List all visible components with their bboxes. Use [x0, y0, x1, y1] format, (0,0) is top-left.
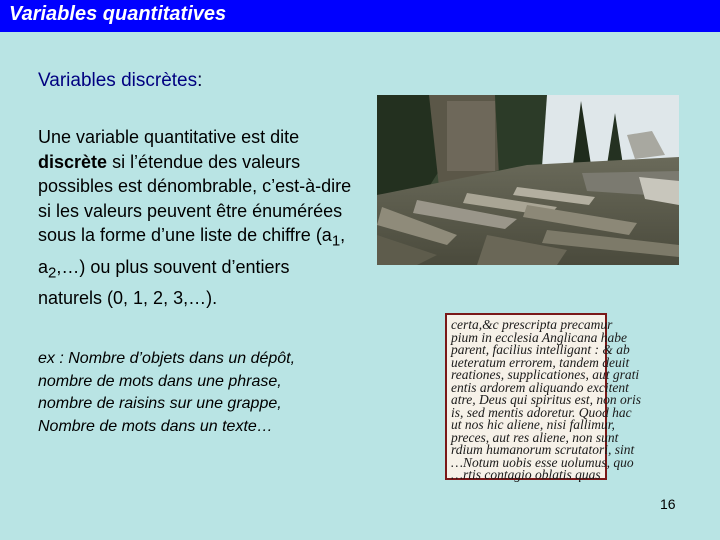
manuscript-scan	[445, 313, 642, 482]
scan-text-line: …rtis contagio oblatis quas	[451, 467, 601, 482]
scan-text-line: ut nos hic aliene, nisi fallimur,	[451, 417, 615, 432]
scan-text-line: rdium humanorum scrutatori, sint	[451, 442, 635, 457]
slide-title: Variables quantitatives	[9, 3, 227, 25]
subscript-2: 2	[48, 264, 57, 282]
scan-text-line: certa,&c prescripta precamur	[451, 317, 613, 332]
scan-text-line: parent, facilius intelligant : & ab	[451, 342, 630, 357]
subscript-1: 1	[331, 232, 341, 250]
ruins-photo	[377, 95, 679, 265]
scan-text-line: ueteratum errorem, tandem deuit	[451, 354, 630, 370]
definition-part-1: Une variable quantitative est dite	[38, 127, 300, 147]
ruins-photo-illustration	[377, 95, 679, 265]
scan-text-line: reationes, supplicationes, aut grati	[451, 367, 640, 382]
definition-part-2: si l’étendue des valeurs possibles est dénombrable, c’est-à-dire si les valeurs peuvent être énumérées sous la forme d’une liste de chiffre (a	[38, 151, 352, 246]
definition-bold-term: discrète	[38, 151, 108, 172]
scan-text-line: pium in ecclesia Anglicana habe	[451, 329, 627, 345]
example-block	[38, 348, 368, 438]
example-line: nombre de raisins sur une grappe,	[38, 395, 282, 412]
example-line: Nombre de mots dans un texte…	[38, 417, 273, 435]
scan-text-line: …Notum uobis esse uolumus, quo	[451, 454, 634, 470]
scan-text-line: entis ardorem aliquando excitent	[451, 379, 629, 395]
definition-paragraph	[38, 125, 358, 310]
section-heading-label: Variables discrètes	[38, 70, 198, 91]
section-heading-colon: :	[197, 70, 203, 91]
scan-text-line: preces, aut res aliene, non sunt	[451, 429, 619, 445]
scan-text-line: atre, Deus qui spiritus est, non oris	[451, 392, 642, 407]
title-bar	[0, 0, 720, 32]
section-heading	[38, 70, 202, 92]
example-line: nombre de mots dans une phrase,	[38, 372, 282, 390]
page-number: 16	[660, 496, 676, 512]
definition-separator: , a	[38, 225, 346, 277]
example-line: ex : Nombre d’objets dans un dépôt,	[38, 350, 296, 367]
definition-part-3: ,…) ou plus souvent d’entiers naturels (0, 1, 2, 3,…).	[38, 256, 290, 308]
scan-text-line: is, sed mentis adoretur. Quod hac	[451, 404, 632, 420]
